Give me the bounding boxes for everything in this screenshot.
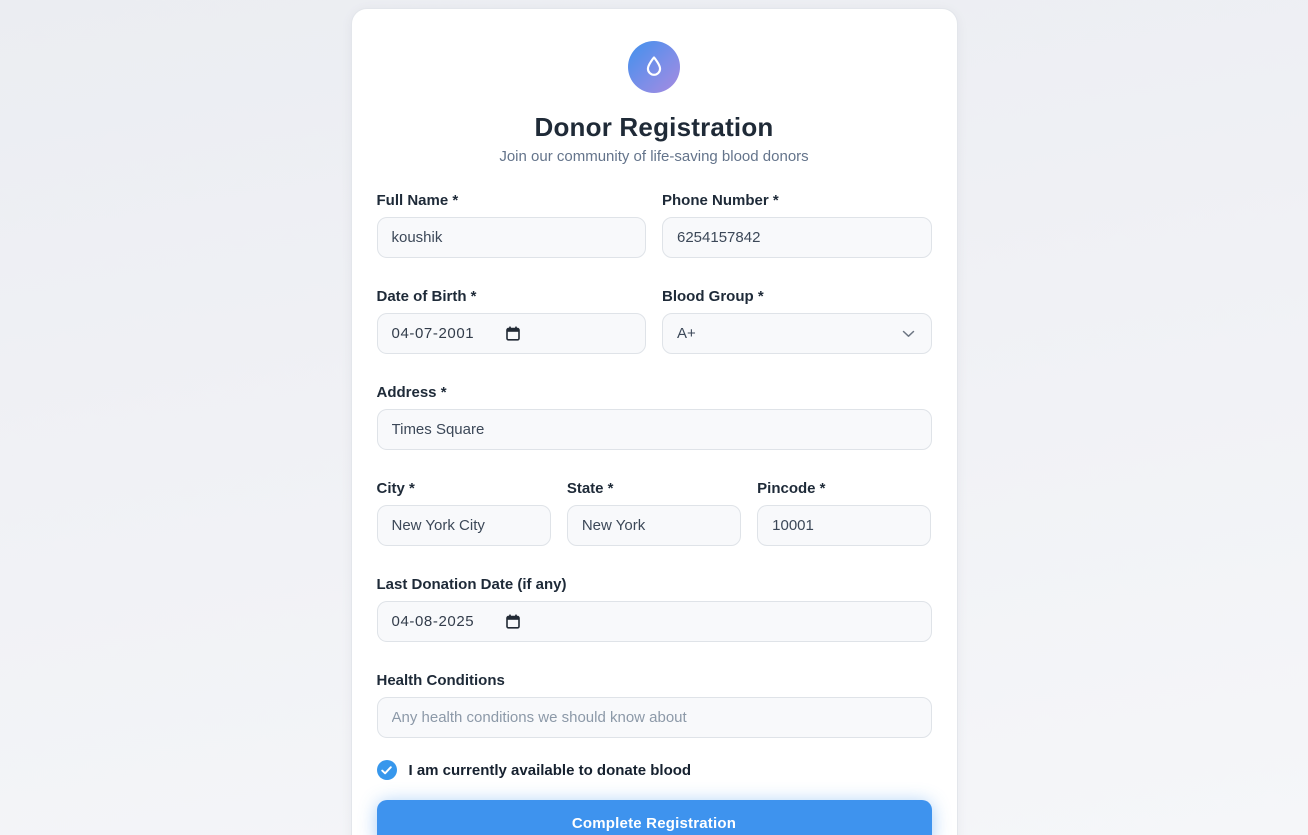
app-logo	[628, 41, 680, 93]
blood-group-select[interactable]	[662, 313, 932, 354]
phone-label: Phone Number *	[662, 192, 779, 209]
blood-group-label: Blood Group *	[662, 288, 764, 305]
water-drop-icon	[641, 54, 667, 80]
state-input[interactable]	[567, 505, 741, 546]
pincode-input[interactable]	[757, 505, 931, 546]
dob-date-input[interactable]	[377, 313, 647, 354]
dob-value: 04-07-2001	[391, 325, 475, 342]
last-donation-date-input[interactable]	[377, 601, 932, 642]
page-subtitle: Join our community of life-saving blood donors	[499, 148, 809, 165]
phone-field	[662, 191, 932, 258]
state-label: State *	[566, 480, 614, 497]
state-field	[567, 479, 741, 546]
calendar-icon[interactable]	[506, 614, 520, 629]
address-input[interactable]	[377, 409, 932, 450]
full-name-input[interactable]	[377, 217, 647, 258]
city-label: City *	[376, 480, 415, 497]
phone-input[interactable]	[662, 217, 932, 258]
full-name-label: Full Name *	[376, 192, 459, 209]
donor-registration-card	[351, 8, 958, 835]
last-donation-value: 04-08-2025	[391, 613, 475, 630]
health-conditions-input[interactable]	[377, 697, 932, 738]
pincode-label: Pincode *	[757, 480, 826, 497]
city-field	[377, 479, 551, 546]
chevron-down-icon	[902, 330, 915, 338]
complete-registration-button[interactable]: Complete Registration	[377, 800, 932, 835]
last-donation-label: Last Donation Date (if any)	[376, 576, 567, 593]
address-field	[377, 383, 932, 450]
health-conditions-label: Health Conditions	[376, 672, 505, 689]
availability-checkbox[interactable]	[377, 760, 397, 780]
health-conditions-field	[377, 671, 932, 738]
full-name-field	[377, 191, 647, 258]
donor-registration-form	[377, 191, 932, 835]
availability-row	[377, 760, 932, 780]
check-icon	[381, 766, 392, 775]
calendar-icon[interactable]	[506, 326, 520, 341]
last-donation-field	[377, 575, 932, 642]
city-input[interactable]	[377, 505, 551, 546]
blood-group-value: A+	[677, 325, 696, 342]
availability-label: I am currently available to donate blood	[408, 761, 692, 779]
page-title: Donor Registration	[534, 112, 774, 142]
blood-group-field	[662, 287, 932, 354]
address-label: Address *	[376, 384, 447, 401]
pincode-field	[757, 479, 931, 546]
dob-field	[377, 287, 647, 354]
dob-label: Date of Birth *	[376, 288, 477, 305]
